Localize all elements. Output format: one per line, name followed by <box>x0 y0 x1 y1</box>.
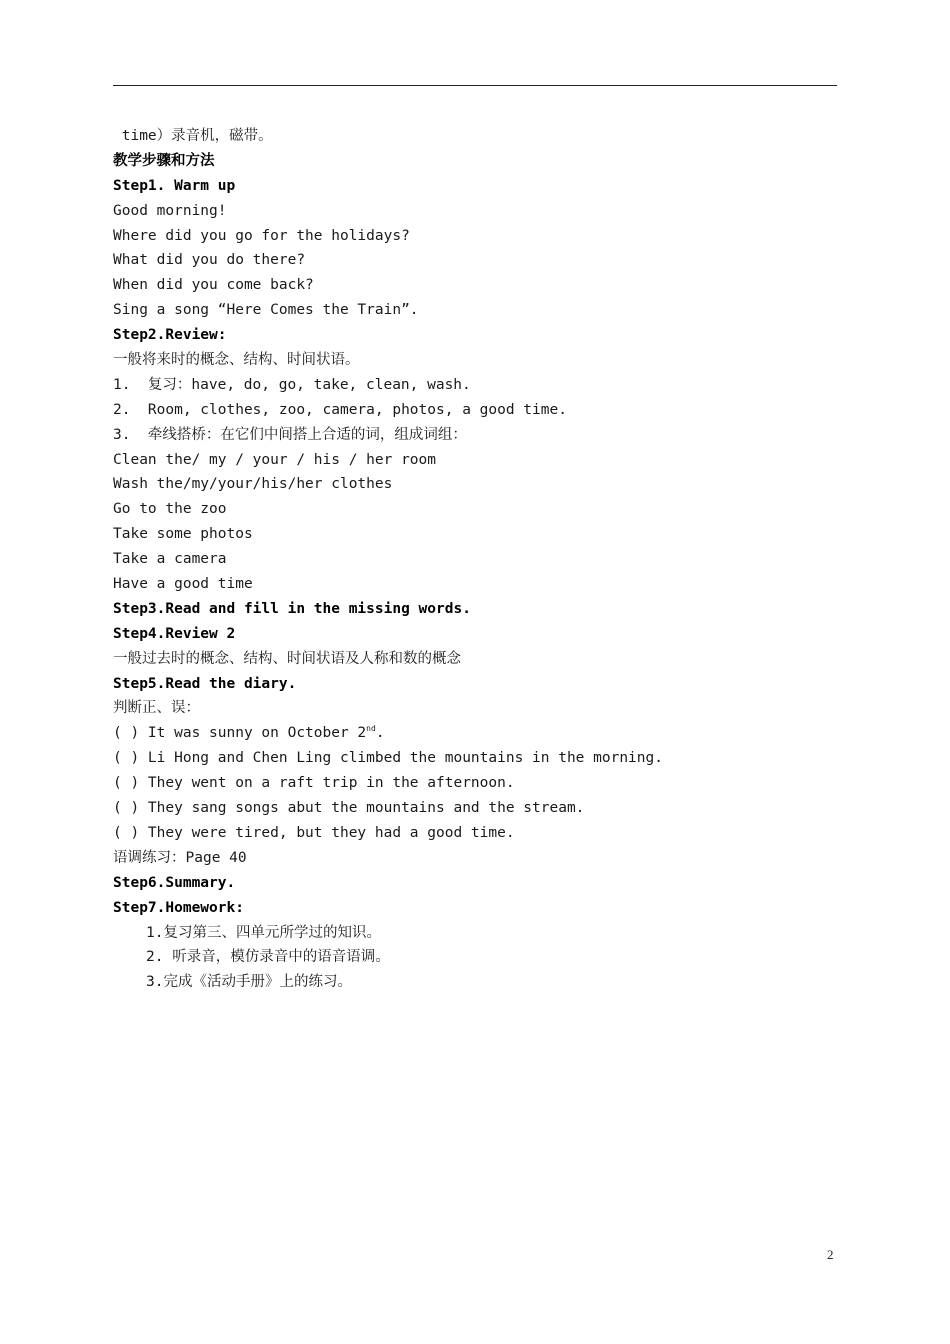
text-line: 3. 牵线搭桥：在它们中间搭上合适的词，组成词组： <box>113 426 467 443</box>
text-line: ( ) They were tired, but they had a good time. <box>113 824 515 841</box>
page-number: 2 <box>827 1247 834 1262</box>
diary-statement <box>113 721 837 746</box>
section-heading: Step1. Warm up <box>113 177 236 194</box>
section-heading: Step3.Read and fill in the missing words. <box>113 600 471 617</box>
text-line: Go to the zoo <box>113 501 227 518</box>
text-line: When did you come back? <box>113 277 314 294</box>
text-line: Sing a song “Here Comes the Train”. <box>113 302 419 319</box>
text-line: ( ) Li Hong and Chen Ling climbed the mountains in the morning. <box>113 750 663 767</box>
section-heading: Step5.Read the diary. <box>113 675 297 692</box>
section-heading: Step4.Review 2 <box>113 625 236 642</box>
homework-list <box>113 921 837 996</box>
text-line: 判断正、误： <box>113 700 200 717</box>
header-rule <box>113 85 837 86</box>
ordinal-suffix: nd <box>366 724 376 734</box>
section-heading: Step7.Homework: <box>113 899 244 916</box>
diary-statement-end: . <box>375 725 385 742</box>
homework-item: 3.完成《活动手册》上的练习。 <box>146 974 352 991</box>
text-line: 1. 复习：have, do, go, take, clean, wash. <box>113 376 471 393</box>
diary-statement-text: ( ) It was sunny on October 2 <box>113 725 367 742</box>
homework-item: 2. 听录音，模仿录音中的语音语调。 <box>146 949 390 966</box>
text-line: Clean the/ my / your / his / her room <box>113 451 437 468</box>
lesson-lines <box>113 124 837 721</box>
section-heading: 教学步骤和方法 <box>113 152 215 169</box>
section-heading: Step2.Review: <box>113 327 227 344</box>
text-line: What did you do there? <box>113 252 306 269</box>
text-line: Have a good time <box>113 576 253 593</box>
document-body <box>113 124 837 995</box>
text-line: Take a camera <box>113 551 227 568</box>
text-line: 2. Room, clothes, zoo, camera, photos, a good time. <box>113 401 567 418</box>
text-line: Take some photos <box>113 526 253 543</box>
text-line: 一般将来时的概念、结构、时间状语。 <box>113 352 360 369</box>
text-line: Wash the/my/your/his/her clothes <box>113 476 393 493</box>
text-line: ( ) They sang songs abut the mountains and the stream. <box>113 800 585 817</box>
lesson-lines-continued <box>113 746 837 920</box>
text-line: Where did you go for the holidays? <box>113 227 410 244</box>
section-heading: Step6.Summary. <box>113 874 236 891</box>
homework-item: 1.复习第三、四单元所学过的知识。 <box>146 924 381 941</box>
text-line: 一般过去时的概念、结构、时间状语及人称和数的概念 <box>113 650 461 667</box>
text-line: ( ) They went on a raft trip in the afternoon. <box>113 775 515 792</box>
text-line: Good morning! <box>113 202 227 219</box>
text-line: time）录音机，磁带。 <box>113 128 273 144</box>
text-line: 语调练习：Page 40 <box>113 849 247 866</box>
